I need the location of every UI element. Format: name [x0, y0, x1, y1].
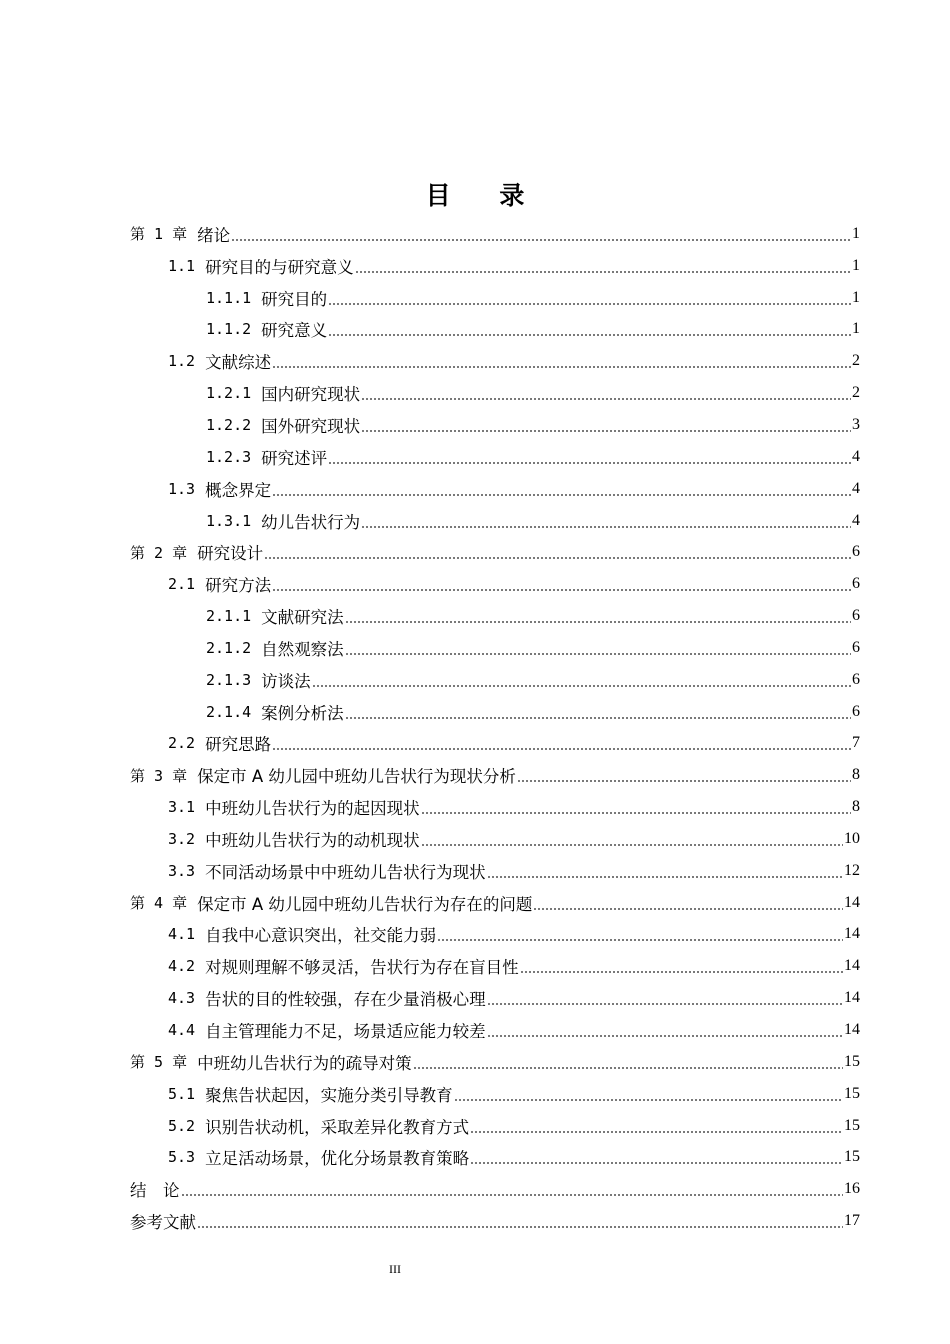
toc-entry[interactable] [130, 1046, 860, 1078]
dot-leader [470, 1161, 843, 1165]
toc-entry-label: 研究设计 [197, 544, 264, 564]
toc-entry-number: 1.2.2 [206, 415, 252, 434]
page-number-footer: III [389, 1262, 401, 1276]
toc-entry-number: 4.3 [168, 989, 196, 1008]
toc-entry-page: 6 [852, 638, 860, 656]
toc-entry-label: 中班幼儿告状行为的疏导对策 [197, 1053, 412, 1073]
dot-leader [345, 716, 851, 720]
toc-entry-label: 幼儿告状行为 [261, 512, 361, 532]
dot-leader [272, 493, 851, 497]
toc-entry[interactable] [130, 536, 860, 568]
toc-entry-page: 12 [844, 861, 860, 879]
toc-entry-page: 14 [844, 1021, 860, 1039]
toc-entry-page: 4 [852, 479, 860, 497]
toc-entry-label: 结 论 [130, 1181, 180, 1201]
toc-entry[interactable] [130, 696, 860, 728]
toc-entry-number: 第 5 章 [130, 1053, 188, 1072]
toc-entry-label: 案例分析法 [261, 703, 344, 723]
toc-entry-label: 参考文献 [130, 1213, 196, 1233]
dot-leader [361, 429, 851, 433]
toc-entry[interactable] [130, 473, 860, 505]
toc-entry-page: 14 [844, 925, 860, 943]
toc-entry-label: 识别告状动机，采取差异化教育方式 [205, 1117, 470, 1137]
toc-entry[interactable] [130, 345, 860, 377]
toc-entry[interactable] [130, 314, 860, 346]
toc-entry-number: 3.1 [168, 798, 196, 817]
toc-entry-number: 3.3 [168, 861, 196, 880]
dot-leader [520, 970, 843, 974]
dot-leader [312, 684, 851, 688]
toc-entry[interactable] [130, 791, 860, 823]
toc-entry-number: 4.2 [168, 957, 196, 976]
dot-leader [517, 779, 851, 783]
toc-entry-page: 10 [844, 829, 860, 847]
toc-entry-label: 文献研究法 [261, 608, 344, 628]
page-title: 目 录 [425, 181, 545, 210]
toc-entry-label: 研究述评 [261, 448, 328, 468]
toc-entry[interactable] [130, 1205, 860, 1237]
toc-entry-number: 2.1.4 [206, 702, 252, 721]
toc-entry[interactable] [130, 505, 860, 537]
toc-entry-label: 研究目的 [261, 289, 328, 309]
dot-leader [487, 1002, 843, 1006]
dot-leader [272, 588, 851, 592]
toc-entry-number: 4.4 [168, 1021, 196, 1040]
toc-entry-label: 不同活动场景中中班幼儿告状行为现状 [205, 862, 486, 882]
toc-entry-label: 保定市 A 幼儿园中班幼儿告状行为现状分析 [197, 767, 516, 787]
dot-leader [328, 302, 851, 306]
dot-leader [355, 270, 851, 274]
toc-entry-page: 3 [852, 415, 860, 433]
dot-leader [487, 1034, 843, 1038]
toc-entry-number: 第 2 章 [130, 543, 188, 562]
dot-leader [272, 365, 851, 369]
toc-entry-label: 国内研究现状 [261, 385, 361, 405]
toc-entry-number: 2.2 [168, 734, 196, 753]
toc-entry-number: 2.1.3 [206, 670, 252, 689]
toc-entry-page: 15 [844, 1052, 860, 1070]
toc-entry-page: 14 [844, 893, 860, 911]
toc-entry[interactable] [130, 250, 860, 282]
toc-entry[interactable] [130, 409, 860, 441]
toc-entry-page: 16 [844, 1180, 860, 1198]
toc-entry[interactable] [130, 1078, 860, 1110]
dot-leader [437, 938, 843, 942]
toc-entry-label: 保定市 A 幼儿园中班幼儿告状行为存在的问题 [197, 894, 533, 914]
toc-entry[interactable] [130, 377, 860, 409]
dot-leader [231, 238, 851, 242]
toc-entry-number: 5.1 [168, 1084, 196, 1103]
toc-entry-number: 第 1 章 [130, 225, 188, 244]
toc-entry-label: 告状的目的性较强，存在少量消极心理 [205, 990, 486, 1010]
toc-entry-page: 7 [852, 734, 860, 752]
dot-leader [328, 461, 851, 465]
dot-leader [470, 1130, 843, 1134]
dot-leader [361, 525, 851, 529]
toc-entry-number: 第 3 章 [130, 766, 188, 785]
toc-entry-label: 中班幼儿告状行为的动机现状 [205, 830, 420, 850]
toc-entry-number: 1.2.3 [206, 447, 252, 466]
toc-entry-label: 研究思路 [205, 735, 272, 755]
toc-entry[interactable] [130, 982, 860, 1014]
dot-leader [361, 397, 851, 401]
dot-leader [181, 1193, 844, 1197]
toc-entry[interactable] [130, 600, 860, 632]
dot-leader [264, 556, 851, 560]
table-of-contents [130, 218, 860, 1237]
toc-entry-label: 立足活动场景，优化分场景教育策略 [205, 1149, 470, 1169]
toc-entry-label: 国外研究现状 [261, 416, 361, 436]
toc-entry-label: 研究意义 [261, 321, 328, 341]
toc-entry-page: 4 [852, 511, 860, 529]
toc-entry-page: 15 [844, 1148, 860, 1166]
toc-entry[interactable] [130, 441, 860, 473]
toc-entry-number: 1.2.1 [206, 384, 252, 403]
toc-entry-number: 1.1 [168, 256, 196, 275]
toc-entry-page: 14 [844, 957, 860, 975]
toc-entry[interactable] [130, 218, 860, 250]
toc-entry[interactable] [130, 1014, 860, 1046]
dot-leader [272, 747, 851, 751]
dot-leader [487, 875, 843, 879]
toc-entry[interactable] [130, 823, 860, 855]
toc-entry-number: 3.2 [168, 829, 196, 848]
toc-entry-page: 2 [852, 352, 860, 370]
toc-entry-page: 6 [852, 607, 860, 625]
toc-entry[interactable] [130, 1141, 860, 1173]
dot-leader [328, 333, 851, 337]
toc-entry-number: 1.1.1 [206, 288, 252, 307]
toc-entry-number: 1.2 [168, 352, 196, 371]
toc-entry[interactable] [130, 728, 860, 760]
toc-entry[interactable] [130, 759, 860, 791]
toc-entry-page: 1 [852, 320, 860, 338]
toc-entry-number: 4.1 [168, 925, 196, 944]
toc-entry-page: 15 [844, 1116, 860, 1134]
toc-entry-number: 1.3.1 [206, 511, 252, 530]
toc-entry-page: 2 [852, 384, 860, 402]
toc-entry-page: 4 [852, 447, 860, 465]
toc-entry-page: 15 [844, 1084, 860, 1102]
toc-entry-label: 研究方法 [205, 576, 272, 596]
toc-entry-page: 1 [852, 288, 860, 306]
dot-leader [413, 1066, 843, 1070]
dot-leader [421, 811, 851, 815]
toc-entry-label: 自然观察法 [261, 639, 344, 659]
toc-entry-label: 访谈法 [261, 671, 311, 691]
toc-entry-page: 6 [852, 543, 860, 561]
toc-entry-label: 概念界定 [205, 480, 272, 500]
toc-entry-page: 1 [852, 256, 860, 274]
toc-entry[interactable] [130, 887, 860, 919]
toc-entry-page: 6 [852, 670, 860, 688]
toc-entry[interactable] [130, 282, 860, 314]
toc-entry-label: 绪论 [197, 225, 231, 245]
dot-leader [345, 620, 851, 624]
toc-entry-number: 2.1.2 [206, 638, 252, 657]
toc-entry-page: 6 [852, 575, 860, 593]
toc-entry-number: 5.3 [168, 1148, 196, 1167]
toc-entry-page: 8 [852, 798, 860, 816]
toc-entry[interactable] [130, 950, 860, 982]
toc-entry[interactable] [130, 664, 860, 696]
toc-entry[interactable] [130, 919, 860, 951]
toc-entry[interactable] [130, 1110, 860, 1142]
toc-entry-label: 自主管理能力不足，场景适应能力较差 [205, 1022, 486, 1042]
toc-entry-number: 1.3 [168, 479, 196, 498]
toc-entry-page: 1 [852, 224, 860, 242]
toc-entry-number: 第 4 章 [130, 894, 188, 913]
toc-entry-page: 14 [844, 989, 860, 1007]
toc-entry-page: 6 [852, 702, 860, 720]
toc-entry-label: 研究目的与研究意义 [205, 257, 354, 277]
toc-entry[interactable] [130, 632, 860, 664]
toc-entry-number: 2.1.1 [206, 607, 252, 626]
toc-entry-label: 自我中心意识突出，社交能力弱 [205, 926, 437, 946]
dot-leader [421, 843, 843, 847]
dot-leader [197, 1225, 843, 1229]
toc-entry[interactable] [130, 855, 860, 887]
toc-entry-page: 8 [852, 766, 860, 784]
toc-entry-label: 中班幼儿告状行为的起因现状 [205, 799, 420, 819]
toc-entry-number: 1.1.2 [206, 320, 252, 339]
toc-entry-label: 对规则理解不够灵活，告状行为存在盲目性 [205, 958, 519, 978]
toc-entry[interactable] [130, 568, 860, 600]
toc-entry[interactable] [130, 1173, 860, 1205]
dot-leader [454, 1098, 843, 1102]
toc-entry-page: 17 [844, 1212, 860, 1230]
toc-entry-label: 文献综述 [205, 353, 272, 373]
dot-leader [533, 907, 843, 911]
toc-entry-number: 2.1 [168, 575, 196, 594]
dot-leader [345, 652, 851, 656]
toc-entry-number: 5.2 [168, 1116, 196, 1135]
toc-entry-label: 聚焦告状起因，实施分类引导教育 [205, 1085, 453, 1105]
